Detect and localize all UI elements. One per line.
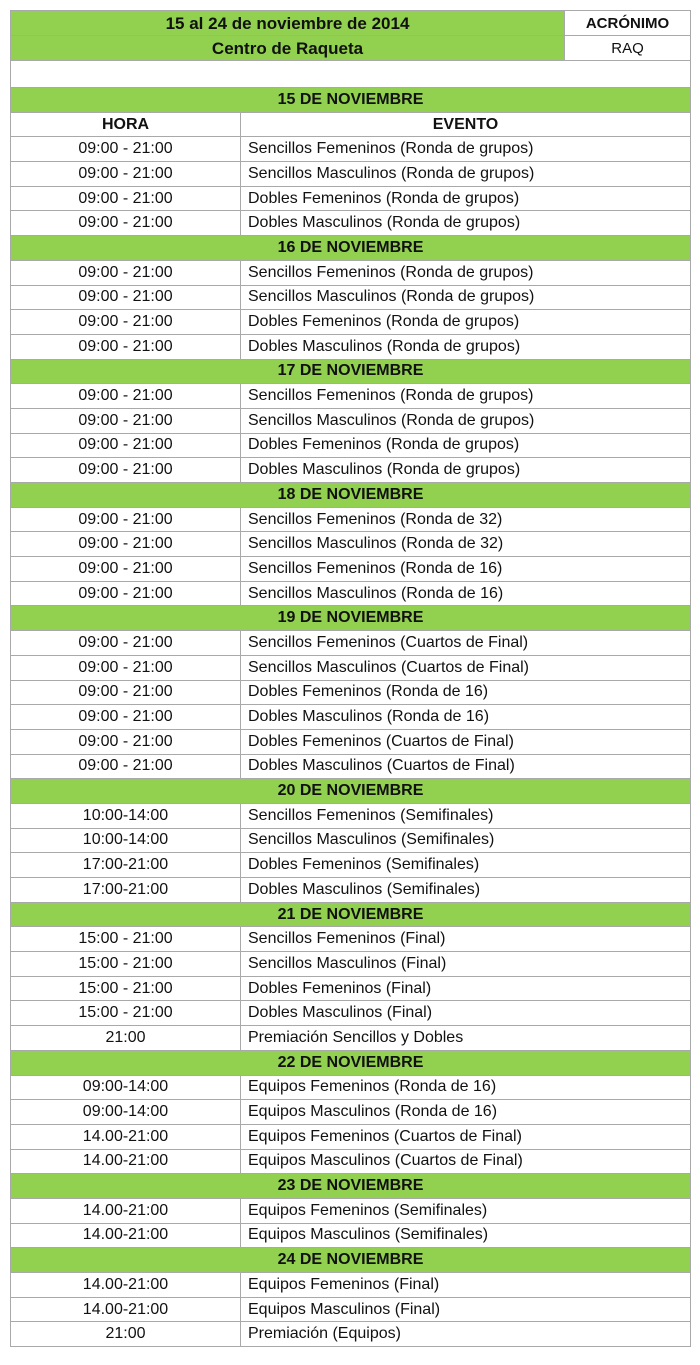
event-cell: Equipos Masculinos (Final) <box>241 1297 691 1322</box>
time-cell: 09:00 - 21:00 <box>11 532 241 557</box>
time-cell: 14.00-21:00 <box>11 1223 241 1248</box>
time-cell: 09:00 - 21:00 <box>11 285 241 310</box>
event-cell: Sencillos Femeninos (Ronda de grupos) <box>241 137 691 162</box>
table-row <box>11 532 691 557</box>
day-header: 19 DE NOVIEMBRE <box>11 606 691 631</box>
time-cell: 09:00 - 21:00 <box>11 507 241 532</box>
event-cell: Dobles Masculinos (Final) <box>241 1001 691 1026</box>
event-cell: Sencillos Masculinos (Ronda de 16) <box>241 581 691 606</box>
time-cell: 14.00-21:00 <box>11 1273 241 1298</box>
event-cell: Equipos Femeninos (Cuartos de Final) <box>241 1124 691 1149</box>
time-cell: 10:00-14:00 <box>11 828 241 853</box>
time-cell: 17:00-21:00 <box>11 878 241 903</box>
time-cell: 21:00 <box>11 1026 241 1051</box>
day-header: 20 DE NOVIEMBRE <box>11 779 691 804</box>
table-row <box>11 384 691 409</box>
event-cell: Equipos Femeninos (Final) <box>241 1273 691 1298</box>
time-cell: 15:00 - 21:00 <box>11 976 241 1001</box>
event-cell: Dobles Femeninos (Ronda de grupos) <box>241 186 691 211</box>
table-row <box>11 581 691 606</box>
day-header: 16 DE NOVIEMBRE <box>11 236 691 261</box>
day-header-row <box>11 1174 691 1199</box>
time-cell: 09:00 - 21:00 <box>11 186 241 211</box>
table-row <box>11 1198 691 1223</box>
event-cell: Dobles Masculinos (Ronda de 16) <box>241 705 691 730</box>
event-cell: Sencillos Masculinos (Ronda de grupos) <box>241 285 691 310</box>
table-row <box>11 952 691 977</box>
time-cell: 09:00 - 21:00 <box>11 705 241 730</box>
time-cell: 09:00 - 21:00 <box>11 162 241 187</box>
time-cell: 15:00 - 21:00 <box>11 952 241 977</box>
event-cell: Sencillos Femeninos (Cuartos de Final) <box>241 631 691 656</box>
event-cell: Sencillos Femeninos (Semifinales) <box>241 803 691 828</box>
event-cell: Sencillos Masculinos (Semifinales) <box>241 828 691 853</box>
schedule-document <box>10 10 690 1347</box>
event-cell: Dobles Masculinos (Ronda de grupos) <box>241 458 691 483</box>
event-cell: Dobles Femeninos (Ronda de grupos) <box>241 433 691 458</box>
table-row <box>11 1075 691 1100</box>
table-row <box>11 803 691 828</box>
day-header-row <box>11 1248 691 1273</box>
event-cell: Equipos Masculinos (Cuartos de Final) <box>241 1149 691 1174</box>
event-cell: Dobles Masculinos (Cuartos de Final) <box>241 754 691 779</box>
column-header-evento: EVENTO <box>241 112 691 137</box>
event-cell: Dobles Masculinos (Ronda de grupos) <box>241 211 691 236</box>
time-cell: 09:00 - 21:00 <box>11 680 241 705</box>
event-cell: Sencillos Femeninos (Ronda de grupos) <box>241 260 691 285</box>
day-header: 15 DE NOVIEMBRE <box>11 88 691 113</box>
schedule-table <box>10 10 691 1347</box>
table-row <box>11 260 691 285</box>
table-row <box>11 853 691 878</box>
time-cell: 09:00 - 21:00 <box>11 631 241 656</box>
event-cell: Sencillos Masculinos (Ronda de grupos) <box>241 408 691 433</box>
time-cell: 21:00 <box>11 1322 241 1347</box>
day-header-row <box>11 1050 691 1075</box>
event-cell: Sencillos Masculinos (Final) <box>241 952 691 977</box>
table-row <box>11 408 691 433</box>
day-header-row <box>11 606 691 631</box>
time-cell: 09:00 - 21:00 <box>11 334 241 359</box>
table-row <box>11 705 691 730</box>
day-header: 24 DE NOVIEMBRE <box>11 1248 691 1273</box>
time-cell: 09:00 - 21:00 <box>11 433 241 458</box>
table-row <box>11 754 691 779</box>
event-cell: Sencillos Masculinos (Ronda de grupos) <box>241 162 691 187</box>
event-cell: Equipos Masculinos (Ronda de 16) <box>241 1100 691 1125</box>
event-cell: Premiación (Equipos) <box>241 1322 691 1347</box>
event-cell: Dobles Femeninos (Semifinales) <box>241 853 691 878</box>
spacer-row <box>11 61 691 88</box>
event-cell: Dobles Femeninos (Cuartos de Final) <box>241 729 691 754</box>
time-cell: 09:00-14:00 <box>11 1075 241 1100</box>
time-cell: 17:00-21:00 <box>11 853 241 878</box>
event-cell: Dobles Femeninos (Ronda de grupos) <box>241 310 691 335</box>
table-row <box>11 557 691 582</box>
table-row <box>11 1149 691 1174</box>
header-row-2 <box>11 36 691 61</box>
time-cell: 15:00 - 21:00 <box>11 927 241 952</box>
table-row <box>11 1273 691 1298</box>
column-header-row <box>11 112 691 137</box>
time-cell: 09:00 - 21:00 <box>11 211 241 236</box>
time-cell: 09:00 - 21:00 <box>11 458 241 483</box>
time-cell: 09:00 - 21:00 <box>11 754 241 779</box>
day-header: 22 DE NOVIEMBRE <box>11 1050 691 1075</box>
time-cell: 14.00-21:00 <box>11 1198 241 1223</box>
table-row <box>11 1322 691 1347</box>
time-cell: 09:00 - 21:00 <box>11 310 241 335</box>
event-cell: Sencillos Masculinos (Cuartos de Final) <box>241 655 691 680</box>
event-cell: Dobles Femeninos (Ronda de 16) <box>241 680 691 705</box>
time-cell: 09:00 - 21:00 <box>11 260 241 285</box>
event-cell: Sencillos Femeninos (Ronda de 32) <box>241 507 691 532</box>
day-header-row <box>11 359 691 384</box>
acronym-value: RAQ <box>565 36 691 61</box>
time-cell: 14.00-21:00 <box>11 1124 241 1149</box>
venue-title: Centro de Raqueta <box>11 36 565 61</box>
table-row <box>11 162 691 187</box>
table-row <box>11 137 691 162</box>
table-row <box>11 878 691 903</box>
table-row <box>11 334 691 359</box>
time-cell: 15:00 - 21:00 <box>11 1001 241 1026</box>
table-row <box>11 927 691 952</box>
table-row <box>11 433 691 458</box>
day-header-row <box>11 779 691 804</box>
schedule-body <box>11 11 691 1347</box>
time-cell: 09:00 - 21:00 <box>11 581 241 606</box>
time-cell: 09:00 - 21:00 <box>11 408 241 433</box>
spacer-cell <box>11 61 691 88</box>
table-row <box>11 828 691 853</box>
time-cell: 14.00-21:00 <box>11 1297 241 1322</box>
event-cell: Dobles Femeninos (Final) <box>241 976 691 1001</box>
event-cell: Sencillos Masculinos (Ronda de 32) <box>241 532 691 557</box>
day-header-row <box>11 483 691 508</box>
table-row <box>11 310 691 335</box>
day-header: 18 DE NOVIEMBRE <box>11 483 691 508</box>
table-row <box>11 1100 691 1125</box>
day-header-row <box>11 902 691 927</box>
event-cell: Equipos Masculinos (Semifinales) <box>241 1223 691 1248</box>
event-cell: Sencillos Femeninos (Ronda de grupos) <box>241 384 691 409</box>
event-cell: Sencillos Femeninos (Ronda de 16) <box>241 557 691 582</box>
table-row <box>11 1124 691 1149</box>
table-row <box>11 680 691 705</box>
table-row <box>11 655 691 680</box>
table-row <box>11 211 691 236</box>
table-row <box>11 976 691 1001</box>
time-cell: 09:00 - 21:00 <box>11 557 241 582</box>
event-cell: Sencillos Femeninos (Final) <box>241 927 691 952</box>
table-row <box>11 729 691 754</box>
day-header: 17 DE NOVIEMBRE <box>11 359 691 384</box>
table-row <box>11 631 691 656</box>
table-row <box>11 1223 691 1248</box>
event-cell: Dobles Masculinos (Semifinales) <box>241 878 691 903</box>
day-header-row <box>11 88 691 113</box>
table-row <box>11 507 691 532</box>
time-cell: 09:00 - 21:00 <box>11 137 241 162</box>
table-row <box>11 186 691 211</box>
header-row-1 <box>11 11 691 36</box>
event-dates-title: 15 al 24 de noviembre de 2014 <box>11 11 565 36</box>
event-cell: Equipos Femeninos (Ronda de 16) <box>241 1075 691 1100</box>
time-cell: 09:00 - 21:00 <box>11 655 241 680</box>
time-cell: 09:00 - 21:00 <box>11 729 241 754</box>
table-row <box>11 1297 691 1322</box>
table-row <box>11 1001 691 1026</box>
table-row <box>11 285 691 310</box>
time-cell: 09:00 - 21:00 <box>11 384 241 409</box>
acronym-label: ACRÓNIMO <box>565 11 691 36</box>
column-header-hora: HORA <box>11 112 241 137</box>
day-header: 21 DE NOVIEMBRE <box>11 902 691 927</box>
time-cell: 14.00-21:00 <box>11 1149 241 1174</box>
table-row <box>11 458 691 483</box>
table-row <box>11 1026 691 1051</box>
time-cell: 09:00-14:00 <box>11 1100 241 1125</box>
time-cell: 10:00-14:00 <box>11 803 241 828</box>
event-cell: Dobles Masculinos (Ronda de grupos) <box>241 334 691 359</box>
day-header: 23 DE NOVIEMBRE <box>11 1174 691 1199</box>
event-cell: Premiación Sencillos y Dobles <box>241 1026 691 1051</box>
day-header-row <box>11 236 691 261</box>
event-cell: Equipos Femeninos (Semifinales) <box>241 1198 691 1223</box>
